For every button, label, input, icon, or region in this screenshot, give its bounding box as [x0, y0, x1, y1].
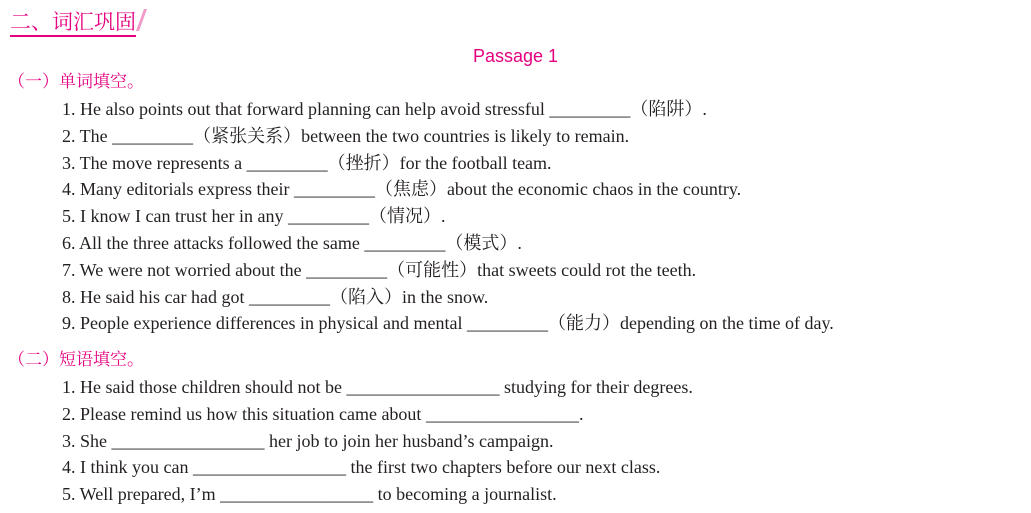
question-item: 4. I think you can _________________ the first two chapters before our next class. — [62, 457, 661, 478]
question-item: 2. Please remind us how this situation came about _________________. — [62, 403, 584, 424]
section-title — [10, 4, 143, 40]
word-fill-list — [62, 96, 834, 337]
question-item: 5. I know I can trust her in any _________（情况）. — [62, 206, 446, 227]
question-item: 8. He said his car had got _________（陷入）in the snow. — [62, 286, 489, 307]
question-item: 4. Many editorials express their _________（焦虑）about the economic chaos in the country. — [62, 179, 742, 200]
question-item: 5. Well prepared, I’m _________________ to becoming a journalist. — [62, 484, 557, 505]
slash-decoration-icon — [136, 9, 147, 31]
question-item: 6. All the three attacks followed the same _________（模式）. — [62, 232, 522, 253]
question-item: 3. She _________________ her job to join her husband’s campaign. — [62, 430, 554, 451]
section-heading-word-fill: （一）单词填空。 — [8, 72, 144, 92]
question-item: 1. He said those children should not be _________________ studying for their degrees. — [62, 377, 693, 397]
question-item: 3. The move represents a _________（挫折）for the football team. — [62, 152, 552, 173]
question-item: 9. People experience differences in physical and mental _________（能力）depending on the time of day. — [62, 313, 834, 334]
passage-title: Passage 1 — [472, 46, 559, 66]
question-item: 2. The _________（紧张关系）between the two countries is likely to remain. — [62, 125, 630, 146]
section-title-text: 二、词汇巩固 — [10, 10, 136, 37]
question-item: 7. We were not worried about the _________（可能性）that sweets could rot the teeth. — [62, 259, 697, 280]
phrase-fill-list — [62, 374, 693, 508]
section-heading-phrase-fill: （二）短语填空。 — [8, 350, 144, 370]
question-item: 1. He also points out that forward planning can help avoid stressful _________（陷阱）. — [62, 99, 707, 119]
